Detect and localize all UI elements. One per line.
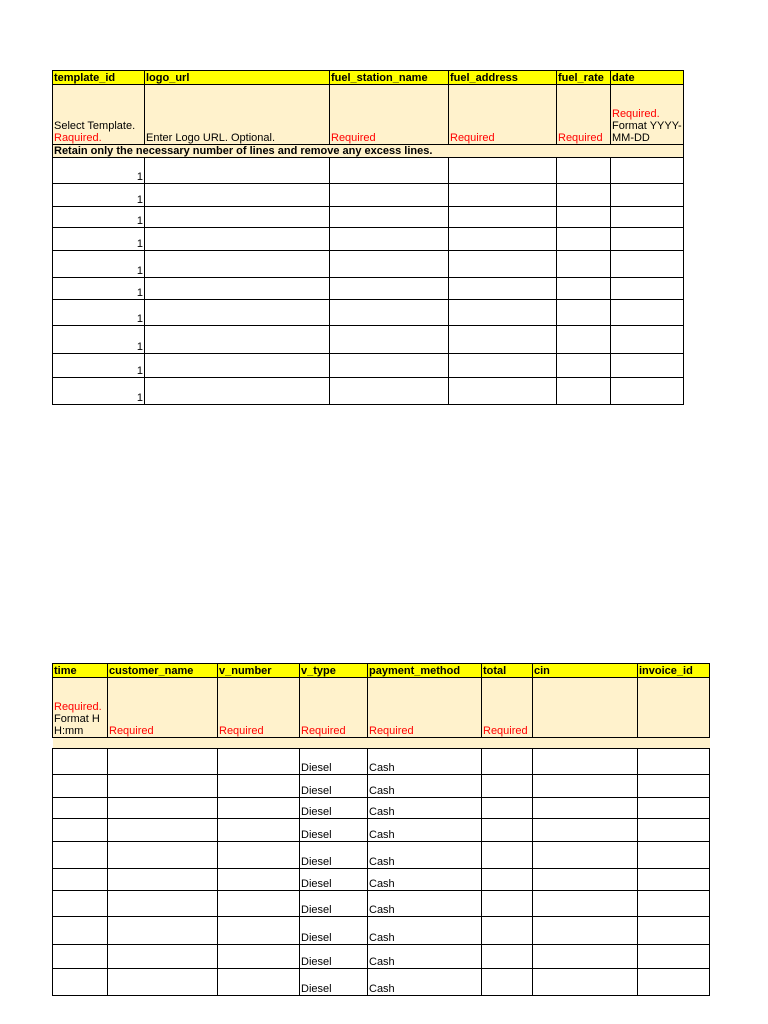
- template-id-cell[interactable]: 1: [53, 251, 145, 278]
- invoice-id-cell[interactable]: [638, 891, 710, 917]
- v-number-cell[interactable]: [218, 891, 300, 917]
- v-number-cell[interactable]: [218, 819, 300, 842]
- header-row: [53, 71, 684, 85]
- time-cell[interactable]: [53, 891, 108, 917]
- fuel-address-cell[interactable]: [449, 158, 557, 184]
- instruction-customer-name[interactable]: Required: [108, 678, 218, 738]
- header-time[interactable]: time: [53, 664, 108, 678]
- time-cell[interactable]: [53, 775, 108, 798]
- table-row: [53, 749, 710, 775]
- payment-method-cell[interactable]: Cash: [368, 917, 482, 945]
- template-id-cell[interactable]: 1: [53, 184, 145, 207]
- header-fuel-address[interactable]: fuel_address: [449, 71, 557, 85]
- instruction-fuel-station-name[interactable]: Required: [330, 85, 449, 145]
- payment-method-cell[interactable]: Cash: [368, 945, 482, 969]
- fuel-rate-cell[interactable]: [557, 278, 611, 300]
- customer-name-cell[interactable]: [108, 891, 218, 917]
- time-cell[interactable]: [53, 842, 108, 869]
- fuel-station-name-cell[interactable]: [330, 158, 449, 184]
- cin-cell[interactable]: [533, 775, 638, 798]
- cin-cell[interactable]: [533, 869, 638, 891]
- invoice-id-cell[interactable]: [638, 775, 710, 798]
- cin-cell[interactable]: [533, 945, 638, 969]
- instruction-invoice-id[interactable]: [638, 678, 710, 738]
- fuel-rate-cell[interactable]: [557, 300, 611, 326]
- date-cell[interactable]: [611, 354, 684, 378]
- customer-name-cell[interactable]: [108, 945, 218, 969]
- table-row: [53, 842, 710, 869]
- payment-method-cell[interactable]: Cash: [368, 798, 482, 819]
- date-cell[interactable]: [611, 326, 684, 354]
- fuel-rate-cell[interactable]: [557, 228, 611, 251]
- instruction-row: [53, 85, 684, 145]
- fuel-rate-cell[interactable]: [557, 158, 611, 184]
- v-type-cell[interactable]: Diesel: [300, 869, 368, 891]
- invoice-id-cell[interactable]: [638, 798, 710, 819]
- fuel-address-cell[interactable]: [449, 378, 557, 405]
- invoice-id-cell[interactable]: [638, 969, 710, 996]
- customer-name-cell[interactable]: [108, 842, 218, 869]
- table-row: [53, 891, 710, 917]
- fuel-address-cell[interactable]: [449, 326, 557, 354]
- fuel-station-name-cell[interactable]: [330, 378, 449, 405]
- customer-name-cell[interactable]: [108, 798, 218, 819]
- v-type-cell[interactable]: Diesel: [300, 917, 368, 945]
- table-row: [53, 300, 684, 326]
- logo-url-cell[interactable]: [145, 251, 330, 278]
- date-cell[interactable]: [611, 228, 684, 251]
- fuel-station-name-cell[interactable]: [330, 228, 449, 251]
- v-number-cell[interactable]: [218, 917, 300, 945]
- table-row: [53, 945, 710, 969]
- time-cell[interactable]: [53, 819, 108, 842]
- cin-cell[interactable]: [533, 891, 638, 917]
- time-cell[interactable]: [53, 917, 108, 945]
- instruction-v-number[interactable]: Required: [218, 678, 300, 738]
- required-text: Required.: [54, 701, 102, 713]
- total-cell[interactable]: [482, 798, 533, 819]
- fuel-station-name-cell[interactable]: [330, 354, 449, 378]
- cin-cell[interactable]: [533, 798, 638, 819]
- fuel-rate-cell[interactable]: [557, 354, 611, 378]
- transaction-table: [52, 663, 710, 996]
- template-id-cell[interactable]: 1: [53, 326, 145, 354]
- format-text: Format YYYY-MM-DD: [612, 120, 682, 144]
- total-cell[interactable]: [482, 749, 533, 775]
- customer-name-cell[interactable]: [108, 917, 218, 945]
- v-type-cell[interactable]: Diesel: [300, 749, 368, 775]
- fuel-address-cell[interactable]: [449, 251, 557, 278]
- logo-url-cell[interactable]: [145, 158, 330, 184]
- template-id-cell[interactable]: 1: [53, 228, 145, 251]
- header-payment-method[interactable]: payment_method: [368, 664, 482, 678]
- payment-method-cell[interactable]: Cash: [368, 842, 482, 869]
- template-id-cell[interactable]: 1: [53, 378, 145, 405]
- customer-name-cell[interactable]: [108, 775, 218, 798]
- note-row: [53, 145, 684, 158]
- logo-url-cell[interactable]: [145, 228, 330, 251]
- fuel-address-cell[interactable]: [449, 354, 557, 378]
- logo-url-cell[interactable]: [145, 207, 330, 228]
- template-table: [52, 70, 684, 405]
- logo-url-cell[interactable]: [145, 278, 330, 300]
- table-row: [53, 798, 710, 819]
- instruction-fuel-rate[interactable]: Required: [557, 85, 611, 145]
- payment-method-cell[interactable]: Cash: [368, 819, 482, 842]
- v-type-cell[interactable]: Diesel: [300, 842, 368, 869]
- fuel-rate-cell[interactable]: [557, 207, 611, 228]
- date-cell[interactable]: [611, 378, 684, 405]
- total-cell[interactable]: [482, 917, 533, 945]
- fuel-rate-cell[interactable]: [557, 378, 611, 405]
- cin-cell[interactable]: [533, 819, 638, 842]
- cin-cell[interactable]: [533, 749, 638, 775]
- total-cell[interactable]: [482, 775, 533, 798]
- header-date[interactable]: date: [611, 71, 684, 85]
- template-id-cell[interactable]: 1: [53, 354, 145, 378]
- header-v-number[interactable]: v_number: [218, 664, 300, 678]
- customer-name-cell[interactable]: [108, 819, 218, 842]
- v-type-cell[interactable]: Diesel: [300, 969, 368, 996]
- table-row: [53, 326, 684, 354]
- date-cell[interactable]: [611, 300, 684, 326]
- v-type-cell[interactable]: Diesel: [300, 819, 368, 842]
- fuel-address-cell[interactable]: [449, 278, 557, 300]
- header-fuel-station-name[interactable]: fuel_station_name: [330, 71, 449, 85]
- instruction-row: [53, 678, 710, 738]
- table-row: [53, 354, 684, 378]
- time-cell[interactable]: [53, 749, 108, 775]
- fuel-station-name-cell[interactable]: [330, 300, 449, 326]
- fuel-address-cell[interactable]: [449, 207, 557, 228]
- date-cell[interactable]: [611, 184, 684, 207]
- table-row: [53, 819, 710, 842]
- customer-name-cell[interactable]: [108, 969, 218, 996]
- instruction-date[interactable]: [611, 85, 684, 145]
- fuel-station-name-cell[interactable]: [330, 251, 449, 278]
- fuel-rate-cell[interactable]: [557, 184, 611, 207]
- v-type-cell[interactable]: Diesel: [300, 798, 368, 819]
- table-row: [53, 775, 710, 798]
- total-cell[interactable]: [482, 891, 533, 917]
- invoice-id-cell[interactable]: [638, 917, 710, 945]
- v-number-cell[interactable]: [218, 945, 300, 969]
- instruction-time[interactable]: [53, 678, 108, 738]
- header-v-type[interactable]: v_type: [300, 664, 368, 678]
- fuel-station-name-cell[interactable]: [330, 184, 449, 207]
- v-number-cell[interactable]: [218, 798, 300, 819]
- table-row: [53, 969, 710, 996]
- format-text: Format HH:mm: [54, 713, 100, 737]
- payment-method-cell[interactable]: Cash: [368, 775, 482, 798]
- fuel-rate-cell[interactable]: [557, 326, 611, 354]
- customer-name-cell[interactable]: [108, 869, 218, 891]
- cin-cell[interactable]: [533, 842, 638, 869]
- invoice-id-cell[interactable]: [638, 869, 710, 891]
- table-row: [53, 278, 684, 300]
- template-id-cell[interactable]: 1: [53, 278, 145, 300]
- customer-name-cell[interactable]: [108, 749, 218, 775]
- payment-method-cell[interactable]: Cash: [368, 891, 482, 917]
- table-row: [53, 251, 684, 278]
- fuel-station-name-cell[interactable]: [330, 207, 449, 228]
- instruction-template-id[interactable]: [53, 85, 145, 145]
- fuel-rate-cell[interactable]: [557, 251, 611, 278]
- header-row: [53, 664, 710, 678]
- template-id-cell[interactable]: 1: [53, 300, 145, 326]
- header-cin[interactable]: cin: [533, 664, 638, 678]
- payment-method-cell[interactable]: Cash: [368, 869, 482, 891]
- instruction-v-type[interactable]: Required: [300, 678, 368, 738]
- date-cell[interactable]: [611, 158, 684, 184]
- date-cell[interactable]: [611, 278, 684, 300]
- v-number-cell[interactable]: [218, 869, 300, 891]
- invoice-id-cell[interactable]: [638, 945, 710, 969]
- fuel-address-cell[interactable]: [449, 300, 557, 326]
- instruction-text: Select Template.: [54, 120, 136, 132]
- cin-cell[interactable]: [533, 969, 638, 996]
- fuel-address-cell[interactable]: [449, 228, 557, 251]
- logo-url-cell[interactable]: [145, 326, 330, 354]
- required-text: Required.: [612, 108, 660, 120]
- payment-method-cell[interactable]: Cash: [368, 969, 482, 996]
- date-cell[interactable]: [611, 251, 684, 278]
- cin-cell[interactable]: [533, 917, 638, 945]
- total-cell[interactable]: [482, 869, 533, 891]
- invoice-id-cell[interactable]: [638, 819, 710, 842]
- spacer-row: [53, 738, 710, 749]
- time-cell[interactable]: [53, 798, 108, 819]
- table-row: [53, 207, 684, 228]
- v-type-cell[interactable]: Diesel: [300, 945, 368, 969]
- instruction-payment-method[interactable]: Required: [368, 678, 482, 738]
- table-row: [53, 378, 684, 405]
- v-number-cell[interactable]: [218, 749, 300, 775]
- fuel-station-name-cell[interactable]: [330, 278, 449, 300]
- note-text: Retain only the necessary number of lines and remove any excess lines.: [53, 145, 684, 158]
- header-invoice-id[interactable]: invoice_id: [638, 664, 710, 678]
- required-text: Raquired.: [54, 132, 102, 144]
- invoice-id-cell[interactable]: [638, 749, 710, 775]
- table-row: [53, 158, 684, 184]
- spacer-cell: [53, 738, 710, 749]
- v-number-cell[interactable]: [218, 775, 300, 798]
- fuel-station-name-cell[interactable]: [330, 326, 449, 354]
- header-logo-url[interactable]: logo_url: [145, 71, 330, 85]
- instruction-total[interactable]: Required: [482, 678, 533, 738]
- template-id-cell[interactable]: 1: [53, 207, 145, 228]
- v-type-cell[interactable]: Diesel: [300, 775, 368, 798]
- time-cell[interactable]: [53, 869, 108, 891]
- header-customer-name[interactable]: customer_name: [108, 664, 218, 678]
- time-cell[interactable]: [53, 945, 108, 969]
- total-cell[interactable]: [482, 842, 533, 869]
- table-row: [53, 184, 684, 207]
- invoice-id-cell[interactable]: [638, 842, 710, 869]
- v-number-cell[interactable]: [218, 969, 300, 996]
- date-cell[interactable]: [611, 207, 684, 228]
- logo-url-cell[interactable]: [145, 354, 330, 378]
- payment-method-cell[interactable]: Cash: [368, 749, 482, 775]
- time-cell[interactable]: [53, 969, 108, 996]
- v-type-cell[interactable]: Diesel: [300, 891, 368, 917]
- header-fuel-rate[interactable]: fuel_rate: [557, 71, 611, 85]
- instruction-fuel-address[interactable]: Required: [449, 85, 557, 145]
- template-id-cell[interactable]: 1: [53, 158, 145, 184]
- table-row: [53, 869, 710, 891]
- total-cell[interactable]: [482, 819, 533, 842]
- header-template-id[interactable]: template_id: [53, 71, 145, 85]
- instruction-logo-url[interactable]: Enter Logo URL. Optional.: [145, 85, 330, 145]
- logo-url-cell[interactable]: [145, 300, 330, 326]
- fuel-address-cell[interactable]: [449, 184, 557, 207]
- table-row: [53, 228, 684, 251]
- logo-url-cell[interactable]: [145, 184, 330, 207]
- logo-url-cell[interactable]: [145, 378, 330, 405]
- total-cell[interactable]: [482, 945, 533, 969]
- header-total[interactable]: total: [482, 664, 533, 678]
- total-cell[interactable]: [482, 969, 533, 996]
- v-number-cell[interactable]: [218, 842, 300, 869]
- instruction-cin[interactable]: [533, 678, 638, 738]
- table-row: [53, 917, 710, 945]
